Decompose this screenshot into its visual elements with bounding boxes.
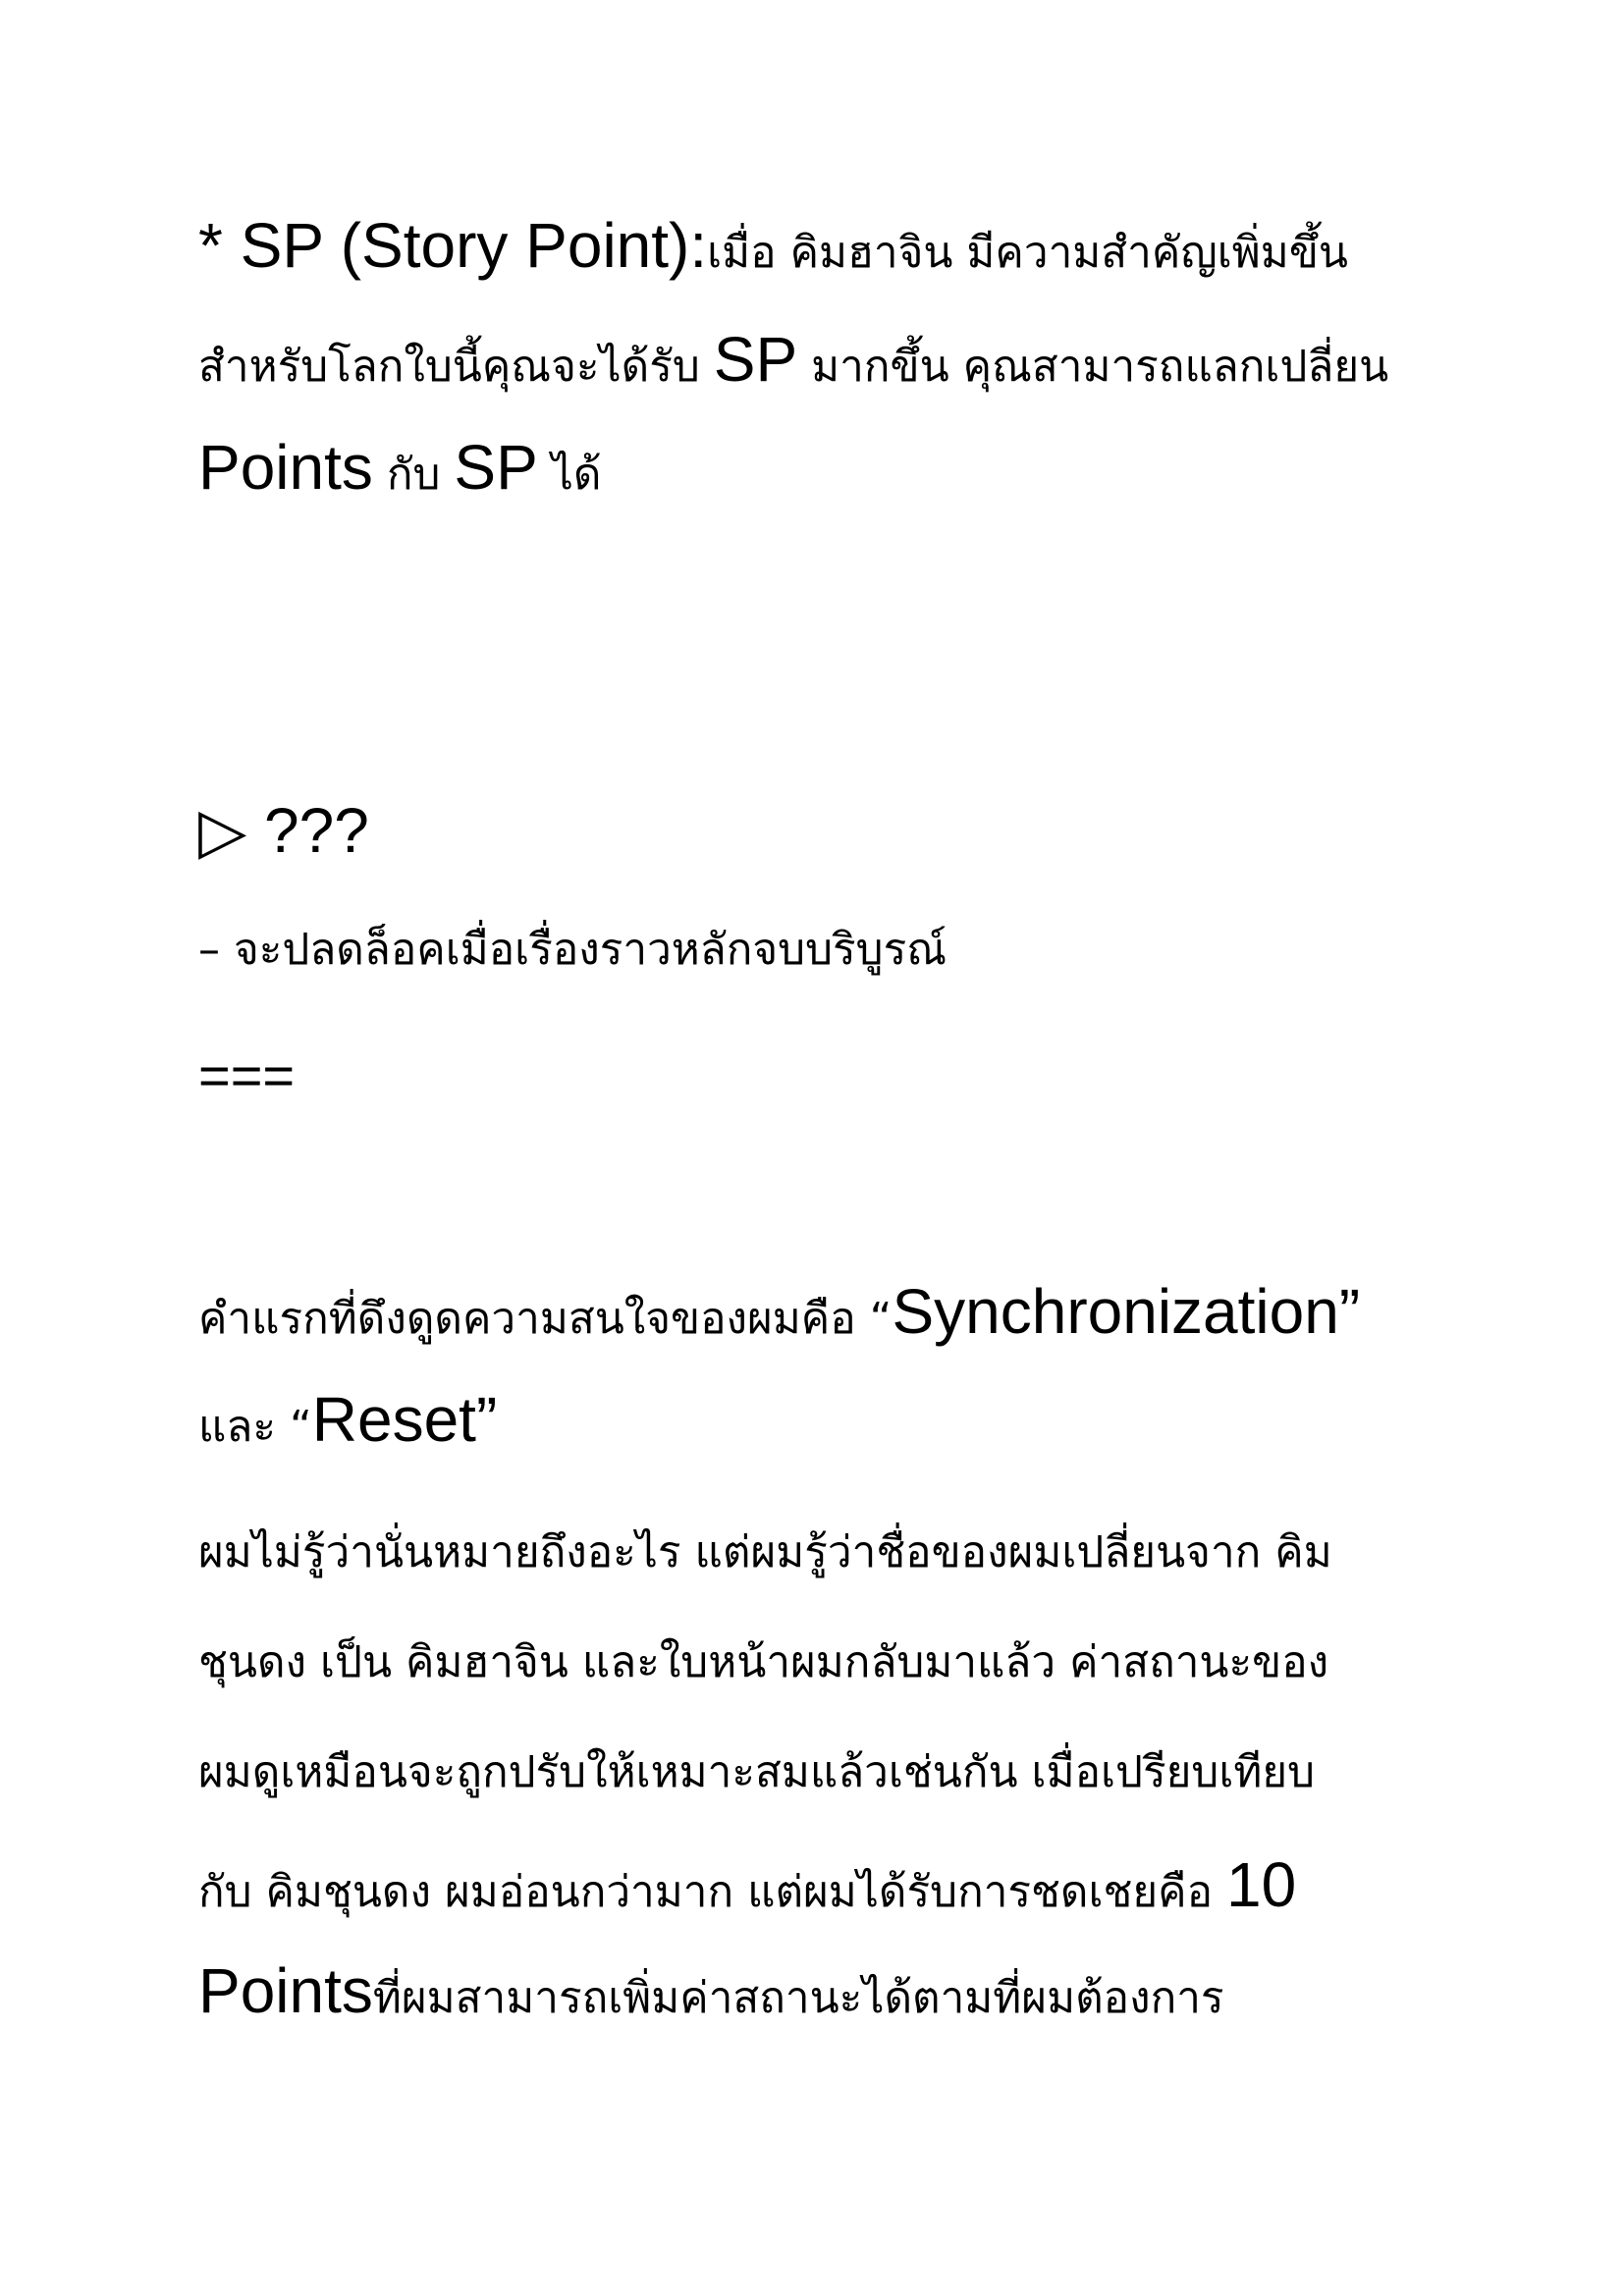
points-term-2: Points — [198, 1955, 373, 2026]
locked-description-text: – จะปลดล็อคเมื่อเรื่องราวหลักจบบริบูรณ์ — [198, 925, 947, 975]
sp-line-2-text-b: มากขึ้น คุณสามารถแลกเปลี่ยน — [797, 342, 1389, 392]
section-divider — [198, 1044, 296, 1106]
sp-line-3 — [198, 432, 602, 503]
narrative-line-4 — [198, 1637, 1329, 1687]
narrative-line-4-text: ชุนดง เป็น คิมฮาจิน และใบหน้าผมกลับมาแล้ว ค่าสถานะของ — [198, 1637, 1329, 1687]
sp-line-1-text: เมื่อ คิมฮาจิน มีความสำคัญเพิ่มขึ้น — [707, 228, 1348, 278]
sp-term: SP — [713, 324, 798, 395]
narrative-line-6-text: กับ คิมชุนดง ผมอ่อนกว่ามาก แต่ผมได้รับการชดเชยคือ — [198, 1867, 1227, 1917]
points-number: 10 — [1226, 1849, 1297, 1920]
points-term: Points — [198, 432, 373, 503]
sp-term-2: SP — [454, 432, 538, 503]
sp-line-1 — [198, 210, 1348, 281]
narrative-line-2-text: และ “ — [198, 1402, 312, 1452]
narrative-line-3 — [198, 1527, 1332, 1577]
sp-line-2 — [198, 324, 1389, 395]
divider-text: === — [198, 1044, 296, 1106]
sp-line-2-text-a: สำหรับโลกใบนี้คุณจะได้รับ — [198, 342, 714, 392]
sp-line-3-text-a: กับ — [372, 450, 455, 500]
locked-description — [198, 925, 947, 975]
synchronization-term: Synchronization” — [892, 1276, 1361, 1347]
sp-line-3-text-b: ได้ — [537, 450, 602, 500]
narrative-line-1 — [198, 1276, 1361, 1347]
narrative-line-6 — [198, 1849, 1297, 1920]
locked-title — [198, 795, 369, 866]
locked-title-text: ▷ ??? — [198, 795, 369, 866]
narrative-line-5 — [198, 1747, 1316, 1797]
narrative-line-7-text: ที่ผมสามารถเพิ่มค่าสถานะได้ตามที่ผมต้องการ — [372, 1973, 1224, 2023]
narrative-line-3-text: ผมไม่รู้ว่านั่นหมายถึงอะไร แต่ผมรู้ว่าชื่อของผมเปลี่ยนจาก คิม — [198, 1527, 1332, 1577]
narrative-line-1-text: คำแรกที่ดึงดูดความสนใจของผมคือ “ — [198, 1294, 893, 1344]
narrative-line-5-text: ผมดูเหมือนจะถูกปรับให้เหมาะสมแล้วเช่นกัน เมื่อเปรียบเทียบ — [198, 1747, 1316, 1797]
narrative-line-2 — [198, 1384, 498, 1455]
sp-heading: * SP (Story Point): — [198, 210, 708, 281]
reset-term: Reset” — [311, 1384, 498, 1455]
narrative-line-7 — [198, 1955, 1224, 2026]
